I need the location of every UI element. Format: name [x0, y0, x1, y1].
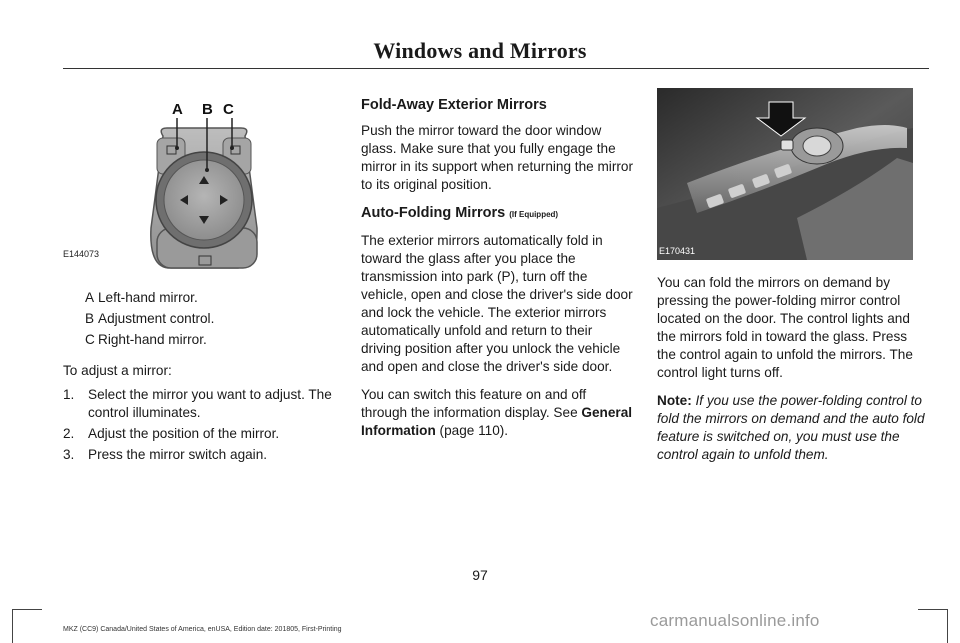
crop-mark — [12, 609, 42, 610]
figure-id: E144073 — [63, 249, 100, 259]
callout-b: B — [202, 101, 213, 118]
page-number: 97 — [472, 567, 488, 583]
fold-away-paragraph: Push the mirror toward the door window glass. Make sure that you fully engage the mirror in its support when returning the mirror to its original position. — [361, 123, 633, 192]
auto-folding-paragraph: The exterior mirrors automatically fold in toward the glass after you place the transmission into park (P), turn off the vehicle, open and close the driver's side door and lock the vehicle. The exterior mirrors automatically unfold and return to their driving position after you unlock the vehicle and open and close the driver's side door. — [361, 233, 633, 374]
heading-auto-folding: Auto-Folding Mirrors (If Equipped) — [361, 205, 559, 221]
mirror-control-illustration — [63, 88, 338, 273]
legend-row — [63, 331, 338, 352]
step-item: 1. Select the mirror you want to adjust. The control illuminates. — [63, 387, 332, 420]
legend-key: A — [85, 290, 95, 305]
heading-fold-away: Fold-Away Exterior Mirrors — [361, 97, 547, 113]
legend — [63, 289, 338, 352]
crop-mark — [918, 609, 948, 610]
legend-row — [63, 289, 338, 310]
step-item: 2. Adjust the position of the mirror. — [63, 426, 280, 441]
if-equipped-label: (If Equipped) — [509, 210, 559, 219]
legend-key: C — [85, 332, 95, 347]
legend-row — [63, 310, 338, 331]
middle-column — [361, 88, 633, 450]
legend-text: Left-hand mirror. — [98, 290, 198, 305]
mirror-control-figure — [63, 88, 338, 273]
general-information-link[interactable]: General Information — [361, 405, 633, 438]
header-rule — [63, 68, 929, 69]
footer: MKZ (CC9) Canada/United States of America, enUSA, Edition date: 201805, First-Printing — [63, 626, 342, 633]
note-paragraph — [657, 392, 929, 464]
legend-key: B — [85, 311, 95, 326]
adjust-intro: To adjust a mirror: — [63, 363, 172, 378]
door-panel-illustration — [657, 88, 913, 260]
door-control-photo — [657, 88, 913, 260]
callout-a: A — [172, 101, 183, 118]
power-folding-paragraph: You can fold the mirrors on demand by pressing the power-folding mirror control located on the door. The control lights and the mirrors fold in toward the glass. Press the control again to unfold the mirrors. The control light turns off. — [657, 275, 913, 380]
header-title: Windows and Mirrors — [373, 38, 587, 63]
adjust-steps — [63, 386, 338, 464]
watermark: carmanualsonline.info — [650, 611, 820, 630]
power-fold-button — [781, 140, 793, 150]
note-label: Note: — [657, 393, 692, 408]
legend-text: Right-hand mirror. — [98, 332, 207, 347]
callout-c: C — [223, 101, 234, 118]
step-item: 3. Press the mirror switch again. — [63, 447, 268, 462]
crop-mark — [947, 609, 948, 643]
legend-text: Adjustment control. — [98, 311, 215, 326]
left-column — [63, 88, 338, 467]
right-column — [657, 88, 929, 474]
note-text: If you use the power-folding control to fold the mirrors on demand and the auto fold feature is switched on, you must use the control again to unfold them. — [657, 393, 925, 462]
crop-mark — [12, 609, 13, 643]
switch-paragraph: You can switch this feature on and off through the information display. See General Information (page 110). — [361, 387, 633, 438]
figure-id: E170431 — [659, 246, 696, 256]
